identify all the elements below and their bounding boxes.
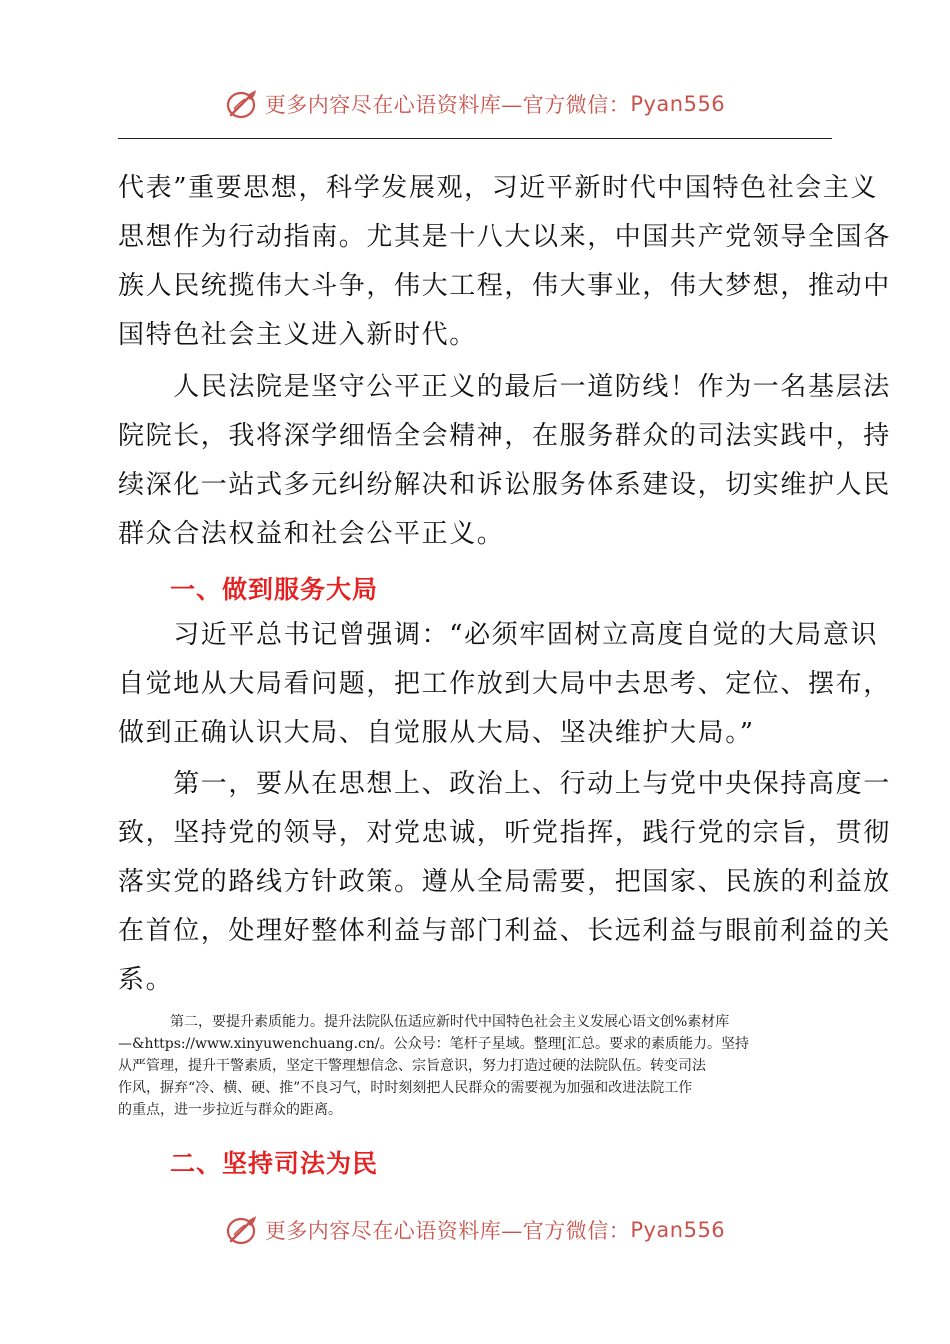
paragraph-4 [118, 760, 891, 1005]
section-heading-1: 一、做到服务大局 [170, 575, 379, 604]
text-line: 第二，要提升素质能力。提升法院队伍适应新时代中国特色社会主义发展心语文创%素材库 [170, 1014, 730, 1030]
text-line: 系。 [118, 965, 174, 995]
text-line: 代表”重要思想，科学发展观，习近平新时代中国特色社会主义 [118, 173, 879, 203]
text-line: 做到正确认识大局、自觉服从大局、坚决维护大局。” [118, 718, 755, 748]
text-line: 第一，要从在思想上、政治上、行动上与党中央保持高度一 [118, 769, 891, 799]
text-line: 的重点，进一步拉近与群众的距离。 [118, 1102, 342, 1118]
section-heading-2: 二、坚持司法为民 [170, 1149, 379, 1178]
header-banner-text: 更多内容尽在心语资料库—官方微信： [264, 93, 631, 117]
header-banner [0, 84, 950, 124]
text-line: 致，坚持党的领导，对党忠诚，听党指挥，践行党的宗旨，贯彻 [118, 818, 891, 848]
paragraph-small [118, 1011, 832, 1121]
footer-wechat-id: Pyan556 [630, 1218, 726, 1242]
text-line: —&https://www.xinyuwenchuang.cn/。公众号：笔杆子星域。整理[汇总。要求的素质能力。坚持 [118, 1036, 750, 1052]
footer-banner [0, 1210, 950, 1250]
text-line: 落实党的路线方针政策。遵从全局需要，把国家、民族的利益放 [118, 867, 891, 897]
text-line: 人民法院是坚守公平正义的最后一道防线！作为一名基层法 [118, 372, 891, 402]
text-line: 从严管理，提升干警素质，坚定干警理想信念、宗旨意识，努力打造过硬的法院队伍。转变司法 [118, 1058, 706, 1074]
text-line: 习近平总书记曾强调：“必须牢固树立高度自觉的大局意识 [118, 620, 879, 650]
text-line: 在首位，处理好整体利益与部门利益、长远利益与眼前利益的关 [118, 916, 891, 946]
paragraph-3 [118, 611, 891, 758]
text-line: 自觉地从大局看问题，把工作放到大局中去思考、定位、摆布， [118, 669, 891, 699]
quill-logo-icon [225, 1213, 259, 1247]
text-line: 思想作为行动指南。尤其是十八大以来，中国共产党领导全国各 [118, 222, 891, 252]
header-divider [118, 138, 832, 139]
text-line: 续深化一站式多元纠纷解决和诉讼服务体系建设，切实维护人民 [118, 470, 891, 500]
text-line: 国特色社会主义进入新时代。 [118, 320, 477, 350]
quill-logo-icon [225, 87, 259, 121]
text-line: 院院长，我将深学细悟全会精神，在服务群众的司法实践中，持 [118, 421, 891, 451]
text-line: 族人民统揽伟大斗争，伟大工程，伟大事业，伟大梦想，推动中 [118, 271, 891, 301]
footer-banner-text: 更多内容尽在心语资料库—官方微信： [264, 1219, 631, 1243]
header-wechat-id: Pyan556 [630, 92, 726, 116]
text-line: 作风，摒弃“冷、横、硬、推”不良习气，时时刻刻把人民群众的需要视为加强和改进法院工作 [118, 1080, 693, 1096]
text-line: 群众合法权益和社会公平正义。 [118, 519, 505, 549]
paragraph-1 [118, 164, 891, 360]
paragraph-2 [118, 363, 891, 559]
